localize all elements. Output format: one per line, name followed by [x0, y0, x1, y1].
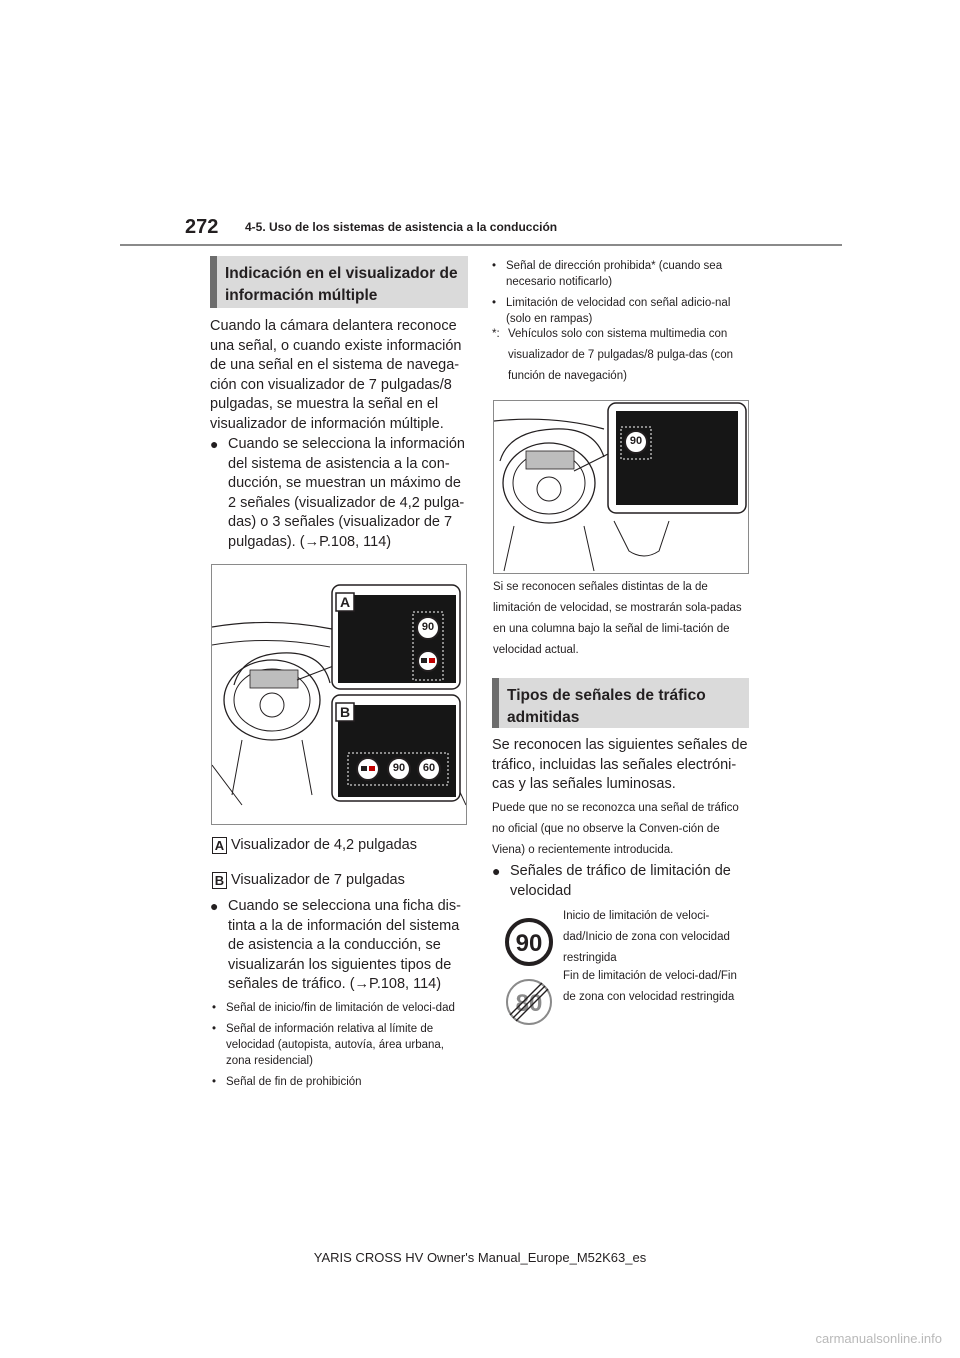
speed-limit-number: 90 — [515, 930, 543, 957]
footer-manual-title: YARIS CROSS HV Owner's Manual_Europe_M52K63_es — [313, 1250, 647, 1265]
section-title: 4-5. Uso de los sistemas de asistencia a la conducción — [245, 220, 558, 234]
legend-text-b: Visualizador de 7 pulgadas — [231, 872, 405, 888]
end-speed-limit-description: Fin de limitación de veloci-dad/Fin de zona con velocidad restringida — [563, 970, 737, 1003]
watermark: carmanualsonline.info — [815, 1331, 942, 1346]
figure-label-a: A — [339, 594, 351, 610]
sub-list-left — [212, 1000, 464, 1095]
legend-b — [212, 871, 405, 891]
bullet-text: Señales de tráfico de limitación de velocidad — [510, 863, 731, 899]
sub-list-right — [492, 258, 748, 332]
footnote — [492, 324, 748, 387]
page-number: 272 — [185, 216, 219, 238]
end-speed-limit-sign-icon — [505, 978, 553, 1026]
speed-sign-90-a: 90 — [421, 621, 435, 633]
dashboard-illustration-2 — [494, 401, 748, 573]
heading-multi-info-display: Indicación en el visualizador de información múltiple — [210, 256, 468, 308]
figure-caption: Si se reconocen señales distintas de la de limitación de velocidad, se mostrarán sola-padas en una columna bajo la señal de limi-tación de velocidad actual. — [493, 581, 742, 656]
figure-sign-column — [493, 400, 749, 574]
legend-tag-b: B — [212, 872, 227, 889]
speed-sign-90-b: 90 — [392, 762, 406, 774]
sub-item: • Señal de inicio/fin de limitación de veloci-dad — [212, 1002, 455, 1014]
bullet-driving-assist — [210, 435, 472, 552]
sub-item: • Señal de información relativa al límite de velocidad (autopista, autovía, área urbana, zona residencial) — [212, 1023, 445, 1067]
speed-limit-sign-icon — [505, 918, 553, 966]
header-divider — [120, 244, 842, 246]
footnote-mark: *: — [492, 328, 500, 340]
sub-item: • Limitación de velocidad con señal adicio-nal (solo en rampas) — [492, 297, 731, 325]
legend-a — [212, 836, 417, 856]
sub-item: • Señal de dirección prohibida* (cuando sea necesario notificarlo) — [492, 260, 723, 288]
figure-label-b: B — [339, 704, 351, 720]
bullet-text: Cuando se selecciona una ficha dis-tinta a la de información del sistema de asistencia a la conducción, se visualizarán los siguientes tipos de señales de tráfico. (→P.108, 114) — [228, 898, 461, 992]
heading-sign-types: Tipos de señales de tráfico admitidas — [492, 678, 749, 728]
legend-tag-a: A — [212, 837, 227, 854]
speed-sign-60-b: 60 — [422, 762, 436, 774]
recognition-note: Puede que no se reconozca una señal de tráfico no oficial (que no observe la Conven-ción de Viena) o recientemente introducida. — [492, 802, 739, 856]
bullet-icon: ● — [210, 898, 219, 914]
speed-limit-description: Inicio de limitación de veloci-dad/Inicio de zona con velocidad restringida — [563, 910, 730, 964]
bullet-speed-signs — [492, 862, 754, 901]
speed-sign-90-c: 90 — [629, 435, 643, 447]
figure-display-sizes — [211, 564, 467, 825]
end-speed-limit-number: 80 — [515, 990, 543, 1017]
intro-paragraph: Cuando la cámara delantera reconoce una señal, o cuando existe información de una señal en el sistema de navega-ción con visualizador de 7 pulgadas/8 pulgadas, se muestra la señal en el visualizador de información múltiple. — [210, 318, 462, 432]
bullet-text: Cuando se selecciona la información del sistema de asistencia a la con-ducción, se muestran un máximo de 2 señales (visualizador de 4,2 pulga-das) o 3 señales (visualizador de 7 pulgadas). (→P.108, 114) — [228, 436, 465, 550]
sub-item: • Señal de fin de prohibición — [212, 1076, 362, 1088]
legend-text-a: Visualizador de 4,2 pulgadas — [231, 837, 417, 853]
bullet-icon: ● — [210, 436, 219, 452]
bullet-other-tab — [210, 897, 472, 995]
footnote-text: Vehículos solo con sistema multimedia con visualizador de 7 pulgadas/8 pulga-das (con función de navegación) — [508, 328, 734, 382]
bullet-icon: ● — [492, 863, 501, 879]
sign-types-intro: Se reconocen las siguientes señales de tráfico, incluidas las señales electróni-cas y las señales luminosas. — [492, 737, 748, 792]
